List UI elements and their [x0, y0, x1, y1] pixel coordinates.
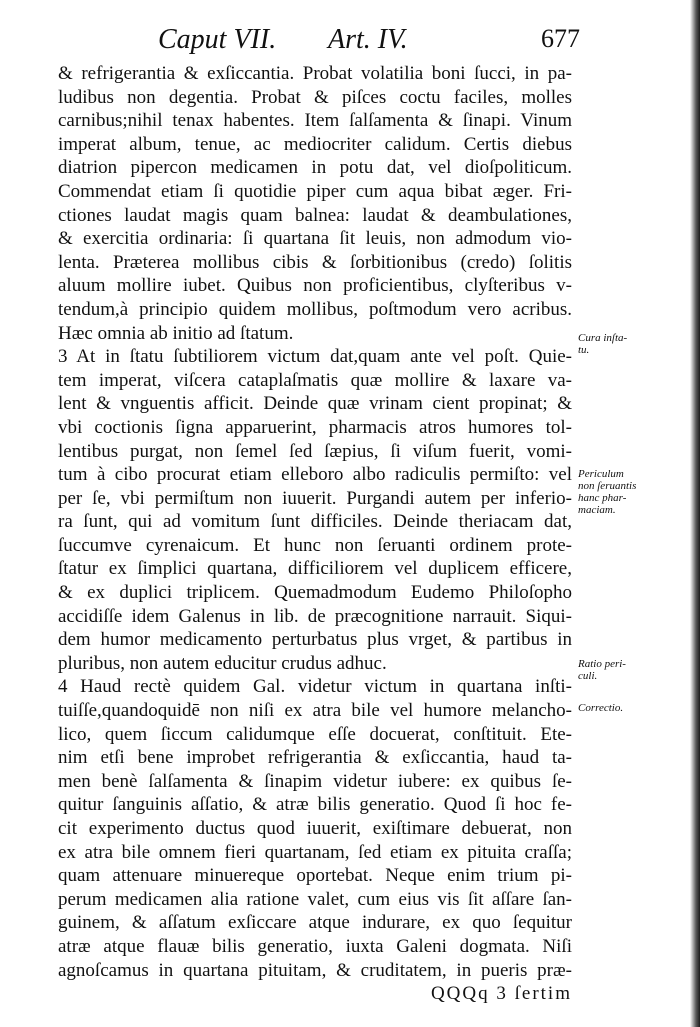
text-line: aluum mollire iubet. Quibus non proficientibus, clyſteribus v- — [58, 275, 572, 297]
text-line: Commendat etiam ſi quotidie piper cum aqua bibat æger. Fri- — [58, 180, 572, 202]
text-line: & ex duplici triplicem. Quemadmodum Eudemo Philoſopho — [58, 582, 572, 604]
text-line: cit experimento ductus quod iuuerit, exiſtimare debuerat, non — [58, 818, 572, 839]
text-line: agnoſcamus in quartana pituitam, & cruditatem, in pueris præ- — [58, 959, 572, 981]
signature-mark: QQQq 3 ſertim — [430, 983, 572, 1005]
main-text — [58, 62, 572, 1006]
text-line: ſuccumve cyrenaicum. Et hunc non ſeruanti ordinem prote- — [58, 534, 572, 556]
text-line: per ſe, vbi permiſtum non iuuerit. Purgandi autem per inferio- — [58, 487, 572, 509]
running-header — [60, 24, 580, 60]
text-line: nim etſi bene improbet refrigerantia & exſiccantia, haud ta- — [58, 747, 572, 769]
header-chapter: Caput VII. — [158, 24, 277, 55]
margin-note-correctio: Correctio. — [578, 702, 624, 714]
text-line: tum à cibo procurat etiam elleboro albo radiculis permiſto: vel — [58, 464, 572, 486]
text-line: atræ atque flauæ bilis generatio, iuxta Galeni dogmata. Niſi — [58, 935, 572, 957]
text-line: tuiſſe,quandoquidē non niſi ex atra bile vel humore melancho- — [58, 700, 572, 722]
margin-note-cura: Cura inſta- tu. — [578, 332, 628, 356]
header-article: Art. IV. — [328, 24, 408, 55]
text-line: ex atra bile omnem fieri quartanam, ſed etiam ex pituita craſſa; — [58, 841, 572, 863]
text-line: tendum,à principio quidem mollibus, poſtmodum vero acribus. — [58, 298, 572, 320]
text-line: ctiones laudat magis quam balnea: laudat & deambulationes, — [58, 204, 572, 226]
text-line: lenta. Præterea mollibus cibis & ſorbitionibus (credo) ſolitis — [58, 251, 572, 273]
text-line: & exercitia ordinaria: ſi quartana ſit leuis, non admodum vio- — [58, 228, 572, 250]
text-line: 4 Haud rectè quidem Gal. videtur victum in quartana inſti- — [58, 676, 572, 698]
text-line: men benè ſalſamenta & ſinapim videtur iubere: ex quibus ſe- — [58, 770, 572, 792]
text-line: & refrigerantia & exſiccantia. Probat volatilia boni ſucci, in pa- — [58, 63, 572, 84]
margin-note-periculum: Periculum non ſeruantis hanc phar- maciam. — [578, 468, 637, 516]
text-line: perum medicamen alia ratione valet, cum eius vis ſit aſſare ſan- — [58, 888, 572, 910]
text-line: lico, quem ſiccum calidumque eſſe docuerat, conſtituit. Ete- — [58, 723, 572, 745]
margin-note-ratio: Ratio peri- culi. — [578, 658, 626, 682]
text-line: ra ſunt, qui ad vomitum ſunt difficiles. Deinde theriacam dat, — [58, 511, 572, 533]
text-line: quitur ſanguinis aſſatio, & atræ bilis generatio. Quod ſi hoc fe- — [58, 794, 572, 816]
text-line: quam attenuare minuereque oportebat. Neque enim trium pi- — [58, 865, 572, 887]
text-line: tem imperat, viſcera cataplaſmatis quæ mollire & laxare va- — [58, 369, 572, 391]
text-line: accidiſſe idem Galenus in lib. de præcognitione narrauit. Siqui- — [58, 605, 572, 627]
text-line: ludibus non degentia. Probat & piſces coctu faciles, molles — [58, 86, 572, 108]
text-line: guinem, & aſſatum exſiccare atque indurare, ex quo ſequitur — [58, 912, 572, 934]
text-line: lentibus purgat, non ſemel ſed ſæpius, ſi viſum fuerit, vomi- — [58, 440, 572, 462]
text-line: vbi coctionis ſigna apparuerint, pharmacis atros humores tol- — [58, 416, 572, 438]
text-line: imperat album, tenue, ac mediocriter calidum. Certis diebus — [58, 133, 572, 155]
text-line: diatrion pipercon medicamen in potu dat, vel dioſpoliticum. — [58, 157, 572, 179]
text-line: carnibus;nihil tenax habentes. Item ſalſamenta & ſinapi. Vinum — [58, 110, 572, 132]
text-line: pluribus, non autem educitur crudus adhuc. — [58, 652, 387, 674]
text-line: ſtatur ex ſimplici quartana, difficiliorem vel duplicem efficere, — [58, 558, 572, 580]
scan-edge-shadow — [690, 0, 700, 1027]
text-line: lent & vnguentis afficit. Deinde quæ vrinam cient propinat; & — [58, 393, 572, 415]
page-number: 677 — [541, 24, 580, 53]
text-line: dem humor medicamento perturbatus plus vrget, & partibus in — [58, 629, 572, 651]
text-line: 3 At in ſtatu ſubtiliorem victum dat,quam ante vel poſt. Quie- — [58, 346, 572, 368]
text-line: Hæc omnia ab initio ad ſtatum. — [58, 322, 294, 344]
